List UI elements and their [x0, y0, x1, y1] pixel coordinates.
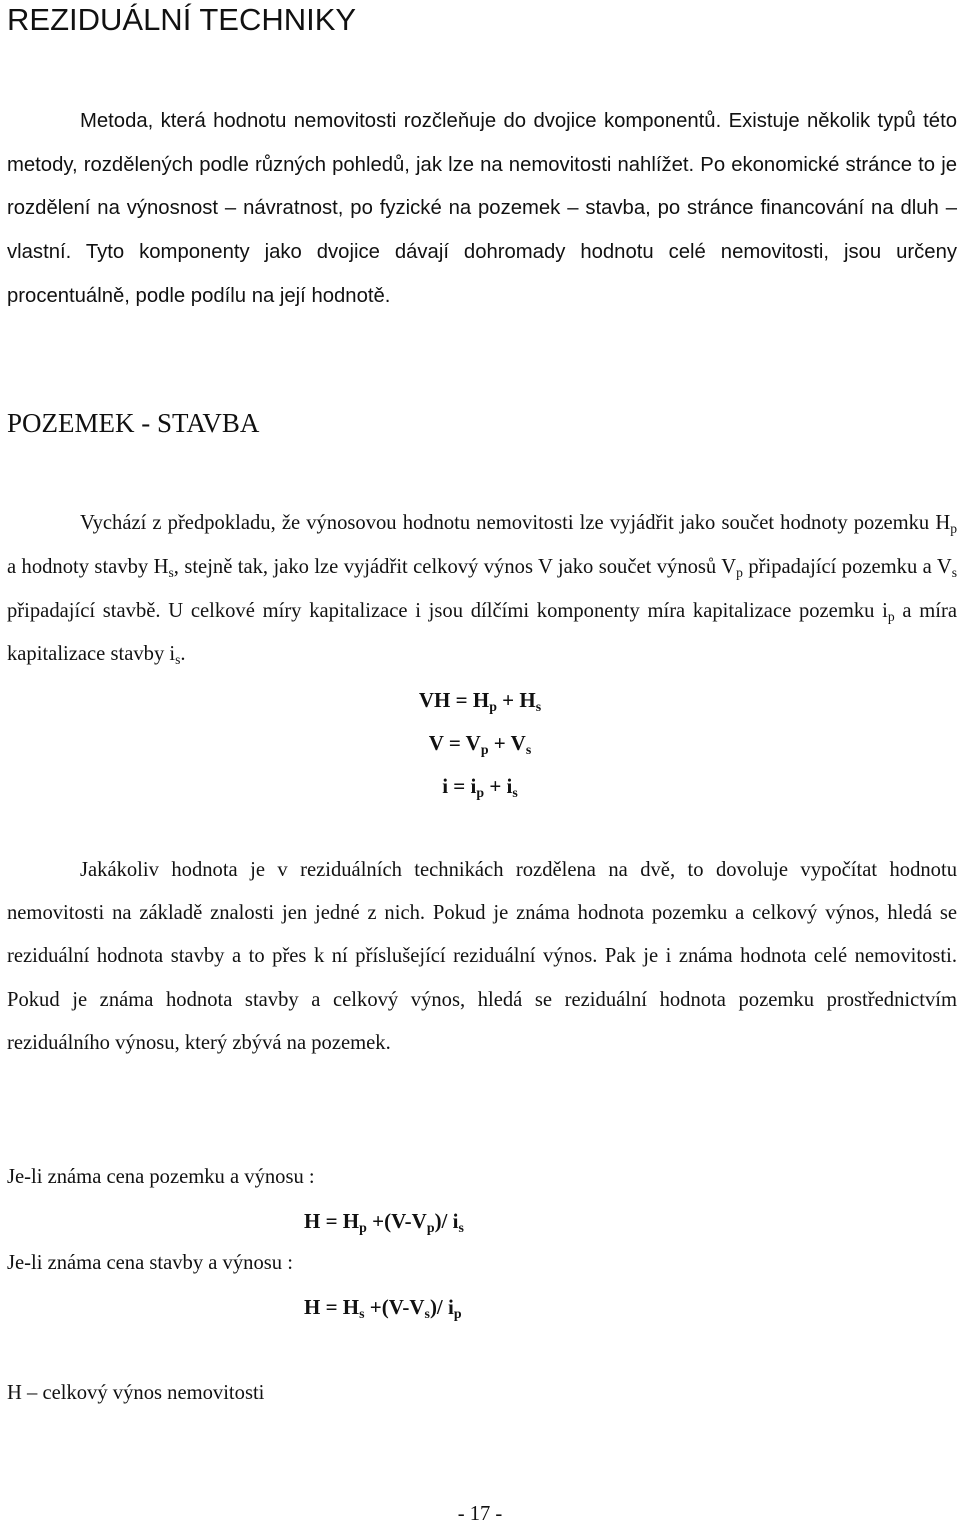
p1-text: Vychází z předpokladu, že výnosovou hodnotu nemovitosti lze vyjádřit jako součet hodnoty pozemku H: [80, 512, 951, 534]
subscript: s: [168, 564, 174, 580]
page-heading: REZIDUÁLNÍ TECHNIKY: [7, 2, 357, 37]
intro-paragraph: Metoda, která hodnotu nemovitosti rozčleňuje do dvojice komponentů. Existuje několik typů této metody, rozdělených podle různých pohledů, jak lze na nemovitosti nahlížet. Po ekonomické stránce to je rozdělení na výnosnost – návratnost, po fyzické na pozemek – stavba, po stránce financování na dluh – vlastní. Tyto komponenty jako dvojice dávají dohromady hodnotu celé nemovitosti, jsou určeny procentuálně, podle podílu na její hodnotě.: [7, 110, 957, 307]
legend-definition: H – celkový výnos nemovitosti: [7, 1382, 265, 1404]
page-number: - 17 -: [457, 1503, 503, 1525]
case-land-known-label: Je-li známa cena pozemku a výnosu :: [7, 1166, 315, 1188]
p1-text: a hodnoty stavby H: [7, 555, 169, 578]
subscript: s: [951, 564, 958, 580]
section-paragraph-1: [7, 502, 957, 677]
subscript: p: [736, 564, 743, 580]
case-building-known-label: Je-li známa cena stavby a výnosu :: [7, 1252, 293, 1274]
p1-text: připadající pozemku a V: [742, 555, 952, 578]
subscript: p: [950, 521, 957, 537]
subscript: s: [175, 652, 181, 668]
formula-i: $i = i_p + i_s$: [442, 774, 518, 801]
formula-h-building: $H = H_s +(V-V_s)/$ $i_p$: [304, 1295, 462, 1322]
p1-text: .: [180, 643, 186, 666]
p1-text: a míra kapitalizace stavby i: [7, 599, 957, 666]
p1-text: , stejně tak, jako lze vyjádřit celkový výnos V jako součet výnosů V: [173, 555, 737, 578]
p1-text: připadající stavbě. U celkové míry kapitalizace i jsou dílčími komponenty míra kapitalizace pozemku i: [7, 599, 888, 622]
subscript: p: [887, 608, 895, 624]
section-paragraph-2: Jakákoliv hodnota je v reziduálních technikách rozdělena na dvě, to dovoluje vypočítat hodnotu nemovitosti na základě znalosti jen jedné z nich. Pokud je známa hodnota pozemku a celkový výnos, hledá se reziduální hodnota stavby a to přes k ní příslušející reziduální výnos. Pak je i známa hodnota celé nemovitosti. Pokud je známa hodnota stavby a celkový výnos, hledá se reziduální hodnota pozemku prostřednictvím reziduálního výnosu, který zbývá na pozemek.: [7, 859, 957, 1054]
formula-v: $V = V_p + V_s$: [428, 731, 532, 758]
formula-vh: VH = $H_p + H_s$: [418, 688, 542, 715]
formula-h-land: $H = H_p +(V-V_p)/$ $i_s$: [304, 1209, 464, 1236]
section-title: POZEMEK - STAVBA: [7, 408, 260, 438]
